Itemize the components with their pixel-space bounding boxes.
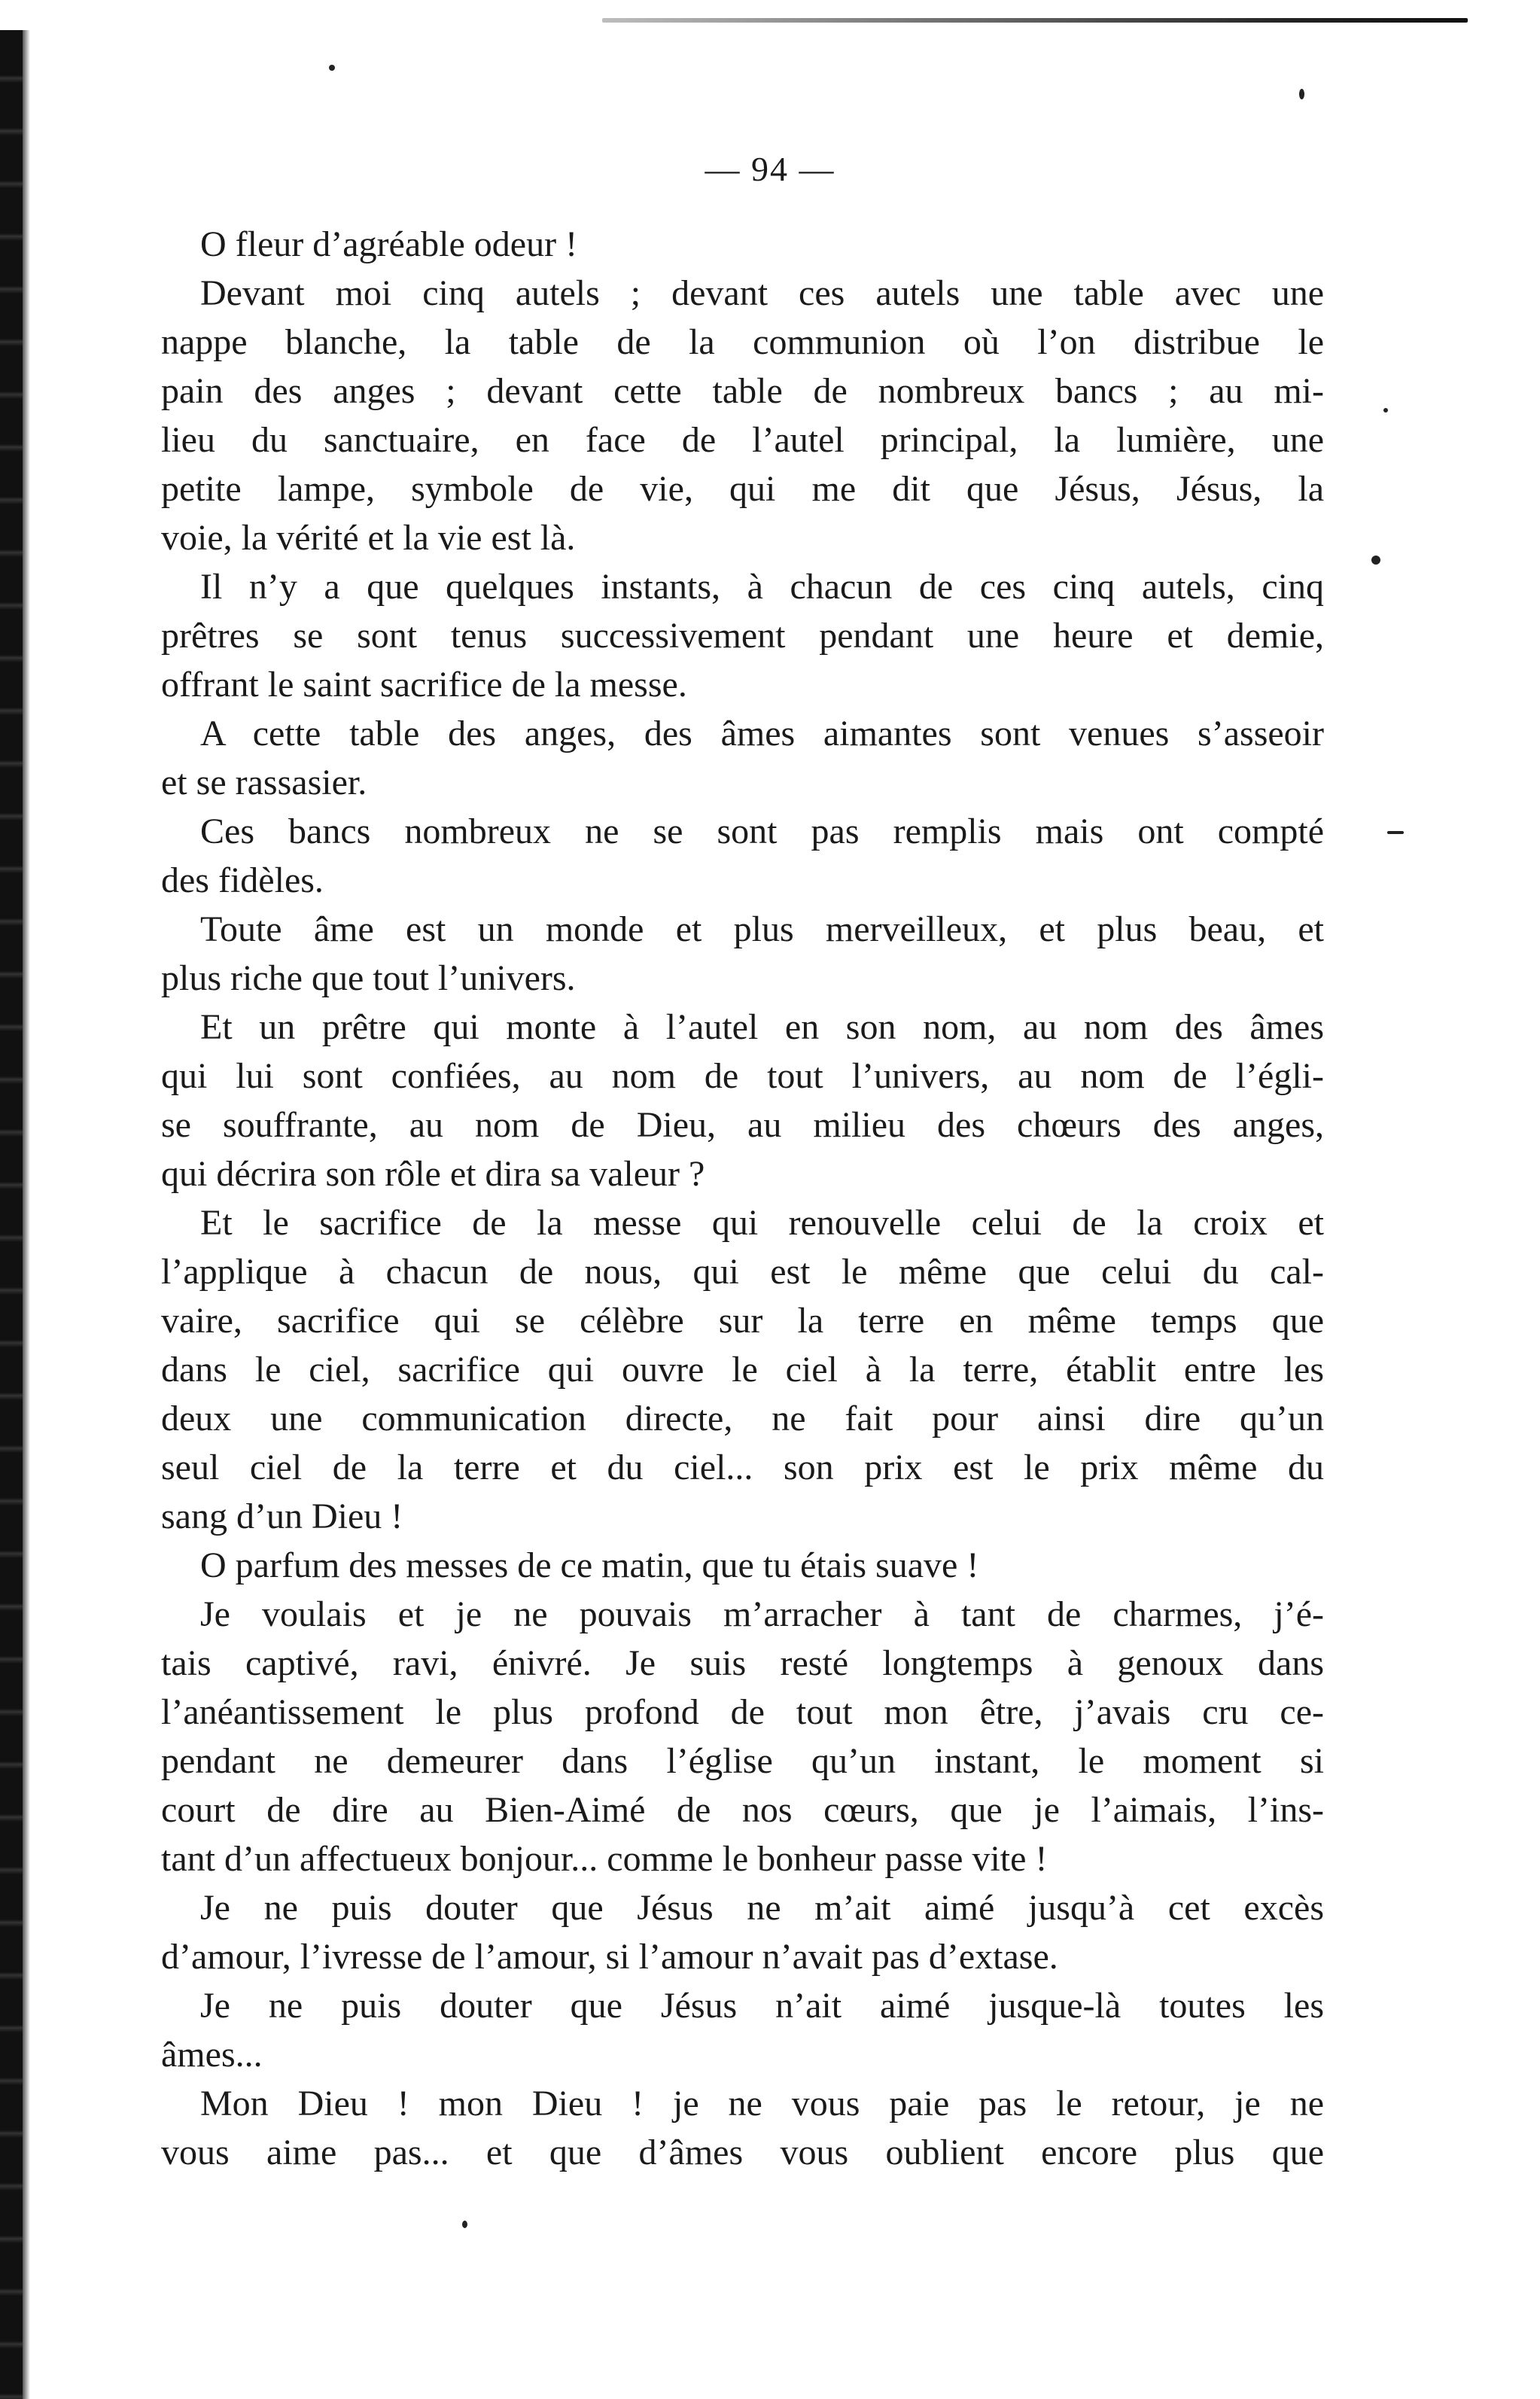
text-line: deux une communication directe, ne fait pour ainsi dire qu’un bbox=[161, 1399, 1324, 1438]
text-line: offrant le saint sacrifice de la messe. bbox=[161, 665, 687, 705]
text-line: O parfum des messes de ce matin, que tu étais suave ! bbox=[200, 1545, 979, 1585]
scan-speck bbox=[1371, 556, 1380, 565]
text-line: tais captivé, ravi, énivré. Je suis resté longtemps à genoux dans bbox=[161, 1643, 1324, 1683]
text-line: sang d’un Dieu ! bbox=[161, 1496, 403, 1536]
text-line: âmes... bbox=[161, 2035, 263, 2075]
text-line: court de dire au Bien-Aimé de nos cœurs, que je l’aimais, l’ins- bbox=[161, 1790, 1324, 1830]
text-line: Toute âme est un monde et plus merveilleux, et plus beau, et bbox=[200, 909, 1324, 949]
text-line: des fidèles. bbox=[161, 860, 324, 900]
text-line: nappe blanche, la table de la communion où l’on distribue le bbox=[161, 322, 1324, 362]
text-line: Je voulais et je ne pouvais m’arracher à tant de charmes, j’é- bbox=[200, 1594, 1324, 1634]
scan-speck bbox=[462, 2221, 467, 2228]
text-line: Il n’y a que quelques instants, à chacun de ces cinq autels, cinq bbox=[200, 567, 1324, 607]
text-line: prêtres se sont tenus successivement pendant une heure et demie, bbox=[161, 616, 1324, 656]
text-line: et se rassasier. bbox=[161, 763, 367, 802]
text-line: pain des anges ; devant cette table de nombreux bancs ; au mi- bbox=[161, 371, 1324, 411]
text-line: lieu du sanctuaire, en face de l’autel principal, la lumière, une bbox=[161, 420, 1324, 460]
text-line: Devant moi cinq autels ; devant ces autels une table avec une bbox=[200, 273, 1324, 313]
text-line: qui décrira son rôle et dira sa valeur ? bbox=[161, 1154, 705, 1194]
text-line: plus riche que tout l’univers. bbox=[161, 958, 576, 998]
scan-binding-edge bbox=[0, 30, 23, 2399]
text-line: Et le sacrifice de la messe qui renouvelle celui de la croix et bbox=[200, 1203, 1324, 1243]
page-number: — 94 — bbox=[705, 150, 835, 188]
text-line: pendant ne demeurer dans l’église qu’un instant, le moment si bbox=[161, 1741, 1324, 1781]
text-line: A cette table des anges, des âmes aimantes sont venues s’asseoir bbox=[200, 714, 1324, 753]
text-line: Je ne puis douter que Jésus ne m’ait aimé jusqu’à cet excès bbox=[200, 1888, 1324, 1928]
scan-speck bbox=[1387, 831, 1404, 834]
text-line: vaire, sacrifice qui se célèbre sur la terre en même temps que bbox=[161, 1301, 1324, 1341]
body-text bbox=[161, 220, 1324, 2177]
text-line: seul ciel de la terre et du ciel... son prix est le prix même du bbox=[161, 1448, 1324, 1487]
text-line: Et un prêtre qui monte à l’autel en son nom, au nom des âmes bbox=[200, 1007, 1324, 1047]
text-line: Ces bancs nombreux ne se sont pas remplis mais ont compté bbox=[200, 811, 1324, 851]
text-line: voie, la vérité et la vie est là. bbox=[161, 518, 576, 558]
text-line: vous aime pas... et que d’âmes vous oublient encore plus que bbox=[161, 2133, 1324, 2172]
scan-speck bbox=[1299, 89, 1304, 99]
text-line: d’amour, l’ivresse de l’amour, si l’amour n’avait pas d’extase. bbox=[161, 1937, 1058, 1977]
text-line: l’anéantissement le plus profond de tout mon être, j’avais cru ce- bbox=[161, 1692, 1324, 1732]
text-line: Je ne puis douter que Jésus n’ait aimé jusque-là toutes les bbox=[200, 1986, 1324, 2026]
text-line: dans le ciel, sacrifice qui ouvre le ciel à la terre, établit entre les bbox=[161, 1350, 1324, 1390]
text-line: petite lampe, symbole de vie, qui me dit que Jésus, Jésus, la bbox=[161, 469, 1324, 509]
top-rule bbox=[602, 18, 1468, 23]
scan-binding-shadow bbox=[23, 30, 30, 2399]
text-line: l’applique à chacun de nous, qui est le même que celui du cal- bbox=[161, 1252, 1324, 1292]
scan-speck bbox=[1383, 408, 1388, 413]
text-line: Mon Dieu ! mon Dieu ! je ne vous paie pas le retour, je ne bbox=[200, 2084, 1324, 2123]
text-line: se souffrante, au nom de Dieu, au milieu des chœurs des anges, bbox=[161, 1105, 1324, 1145]
text-line: tant d’un affectueux bonjour... comme le bonheur passe vite ! bbox=[161, 1839, 1048, 1879]
text-line: qui lui sont confiées, au nom de tout l’univers, au nom de l’égli- bbox=[161, 1056, 1324, 1096]
text-line: O fleur d’agréable odeur ! bbox=[200, 224, 578, 264]
scan-speck bbox=[329, 65, 335, 71]
